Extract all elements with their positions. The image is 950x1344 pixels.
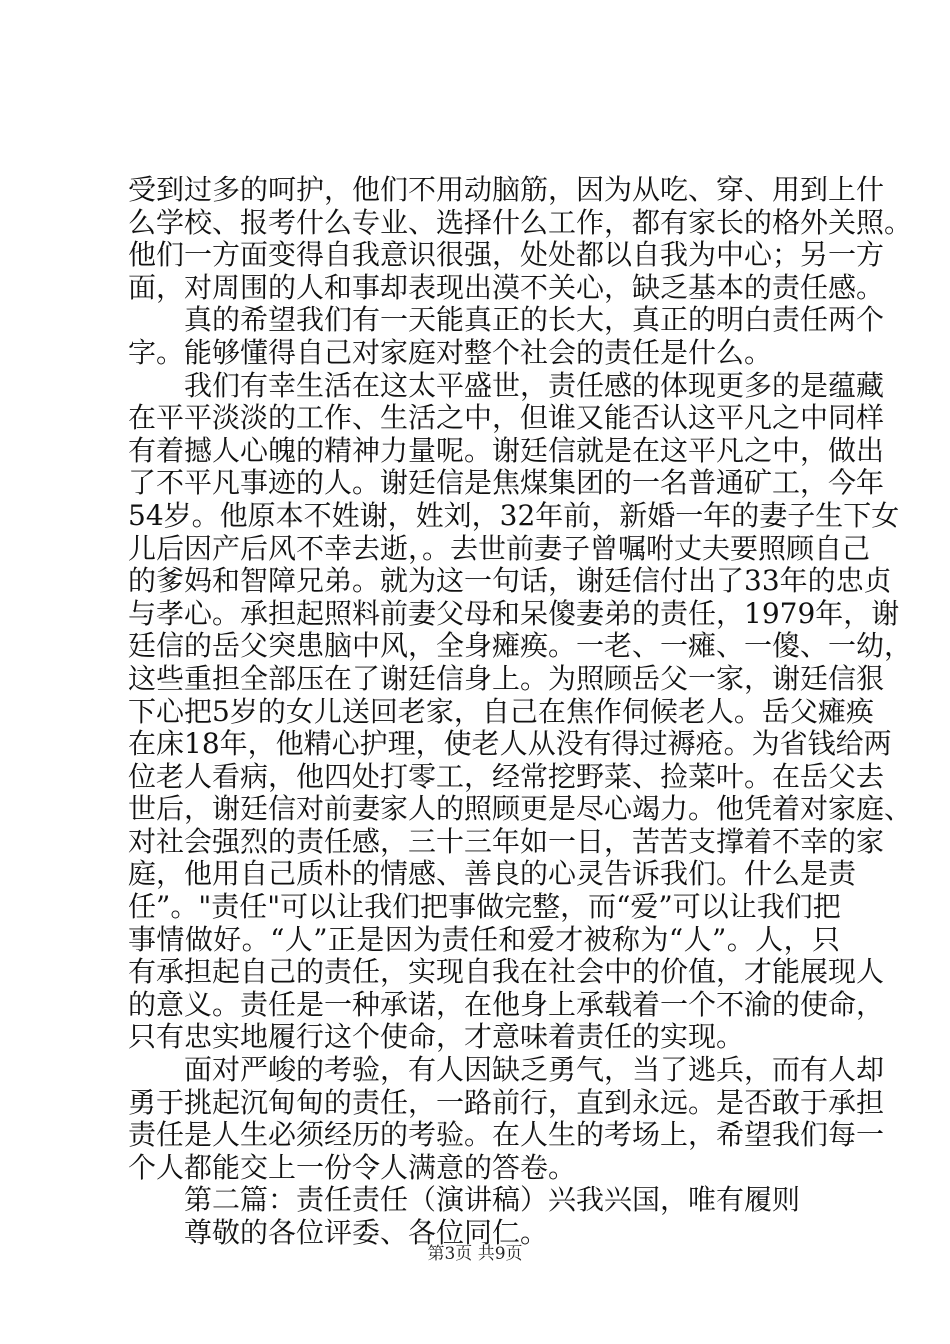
paragraph-line: 世后，谢廷信对前妻家人的照顾更是尽心竭力。他凭着对家庭、 bbox=[128, 792, 913, 826]
paragraph-line: 了不平凡事迹的人。谢廷信是焦煤集团的一名普通矿工，今年 bbox=[128, 466, 885, 500]
paragraph-line: 我们有幸生活在这太平盛世，责任感的体现更多的是蕴藏 bbox=[184, 368, 885, 402]
paragraph-line: 儿后因产后风不幸去逝，。去世前妻子曾嘱咐丈夫要照顾自己 bbox=[128, 531, 871, 565]
paragraph-line: 廷信的岳父突患脑中风，全身瘫痪。一老、一瘫、一傻、一幼， bbox=[128, 629, 913, 663]
paragraph-line: 面对严峻的考验，有人因缺乏勇气，当了逃兵，而有人却 bbox=[184, 1053, 885, 1087]
paragraph-line: 的爹妈和智障兄弟。就为这一句话，谢廷信付出了33年的忠贞 bbox=[128, 564, 892, 598]
paragraph-line: 的意义。责任是一种承诺，在他身上承载着一个不渝的使命， bbox=[128, 987, 885, 1021]
document-body bbox=[128, 173, 913, 1250]
paragraph-line: 面，对周围的人和事却表现出漠不关心，缺乏基本的责任感。 bbox=[128, 270, 885, 304]
paragraph-line: 只有忠实地履行这个使命，才意味着责任的实现。 bbox=[128, 1020, 745, 1054]
paragraph-line: 在床18年，他精心护理，使老人从没有得过褥疮。为省钱给两 bbox=[128, 727, 892, 761]
paragraph-line: 54岁。他原本不姓谢，姓刘，32年前，新婚一年的妻子生下女 bbox=[128, 498, 900, 532]
salutation-line: 尊敬的各位评委、各位同仁。 bbox=[184, 1216, 549, 1249]
paragraph-line: 字。能够懂得自己对家庭对整个社会的责任是什么。 bbox=[128, 335, 773, 369]
paragraph-line: 他们一方面变得自我意识很强，处处都以自我为中心；另一方 bbox=[128, 238, 885, 272]
paragraph-line: 任”。"责任"可以让我们把事做完整，而“爱”可以让我们把 bbox=[128, 890, 841, 924]
section-heading: 第二篇：责任责任（演讲稿）兴我兴国，唯有履则 bbox=[184, 1183, 801, 1217]
paragraph-line: 庭，他用自己质朴的情感、善良的心灵告诉我们。什么是责 bbox=[128, 857, 857, 891]
page-number-footer: 第3页 共9页 bbox=[427, 1244, 523, 1264]
paragraph-line: 对社会强烈的责任感，三十三年如一日，苦苦支撑着不幸的家 bbox=[128, 824, 885, 858]
paragraph-line: 真的希望我们有一天能真正的长大，真正的明白责任两个 bbox=[184, 303, 885, 337]
paragraph-line: 受到过多的呵护，他们不用动脑筋，因为从吃、穿、用到上什 bbox=[128, 173, 885, 206]
paragraph-line: 事情做好。“人”正是因为责任和爱才被称为“人”。人，只 bbox=[128, 922, 840, 956]
paragraph-line: 责任是人生必须经历的考验。在人生的考场上，希望我们每一 bbox=[128, 1118, 885, 1152]
paragraph-line: 这些重担全部压在了谢廷信身上。为照顾岳父一家，谢廷信狠 bbox=[128, 661, 885, 695]
paragraph-line: 在平平淡淡的工作、生活之中，但谁又能否认这平凡之中同样 bbox=[128, 401, 885, 435]
paragraph-line: 么学校、报考什么专业、选择什么工作，都有家长的格外关照。 bbox=[128, 205, 913, 239]
paragraph-line: 与孝心。承担起照料前妻父母和呆傻妻弟的责任，1979年，谢 bbox=[128, 596, 900, 630]
paragraph-line: 个人都能交上一份令人满意的答卷。 bbox=[128, 1150, 577, 1184]
paragraph-line: 勇于挑起沉甸甸的责任，一路前行，直到永远。是否敢于承担 bbox=[128, 1085, 885, 1119]
paragraph-line: 下心把5岁的女儿送回老家，自己在焦作伺候老人。岳父瘫痪 bbox=[128, 694, 874, 728]
paragraph-line: 有承担起自己的责任，实现自我在社会中的价值，才能展现人 bbox=[128, 955, 885, 989]
paragraph-line: 位老人看病，他四处打零工，经常挖野菜、捡菜叶。在岳父去 bbox=[128, 759, 885, 793]
paragraph-line: 有着撼人心魄的精神力量呢。谢廷信就是在这平凡之中，做出 bbox=[128, 433, 885, 467]
